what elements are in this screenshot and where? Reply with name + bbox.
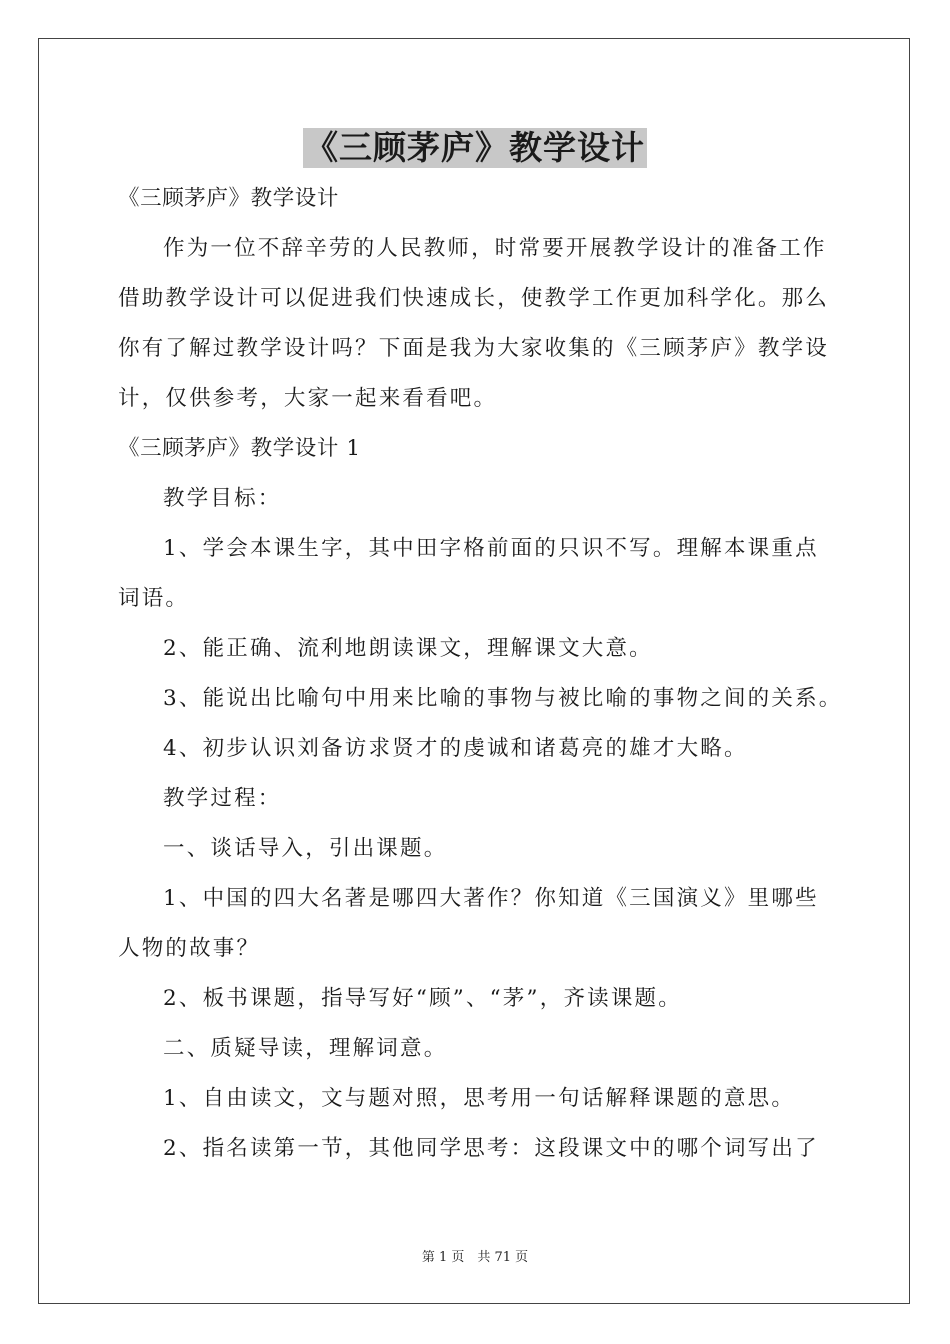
paragraph-line: 一、谈话导入，引出课题。 — [163, 836, 448, 861]
document-title: 《三顾茅庐》教学设计 — [305, 128, 645, 167]
paragraph-line: 借助教学设计可以促进我们快速成长，使教学工作更加科学化。那么 — [118, 286, 830, 311]
paragraph-line: 1、中国的四大名著是哪四大著作？你知道《三国演义》里哪些 — [163, 886, 819, 911]
paragraph-line: 二、质疑导读，理解词意。 — [163, 1036, 448, 1061]
paragraph-line: 2、指名读第一节，其他同学思考：这段课文中的哪个词写出了 — [163, 1136, 819, 1161]
paragraph-line: 人物的故事？ — [118, 936, 261, 961]
page-footer: 第 1 页 共 71 页 — [421, 1250, 529, 1265]
section-heading: 《三顾茅庐》教学设计 — [118, 186, 340, 211]
paragraph-line: 2、板书课题，指导写好“顾”、“茅”，齐读课题。 — [163, 986, 682, 1011]
paragraph-line: 你有了解过教学设计吗？下面是我为大家收集的《三顾茅庐》教学设 — [118, 336, 830, 361]
paragraph-line: 2、能正确、流利地朗读课文，理解课文大意。 — [163, 636, 653, 661]
paragraph-line: 1、学会本课生字，其中田字格前面的只识不写。理解本课重点 — [163, 536, 819, 561]
document-body — [118, 180, 843, 1180]
section-heading: 《三顾茅庐》教学设计 1 — [118, 436, 361, 461]
paragraph-line: 教学目标： — [163, 486, 282, 511]
paragraph-line: 教学过程： — [163, 786, 282, 811]
paragraph-line: 3、能说出比喻句中用来比喻的事物与被比喻的事物之间的关系。 — [163, 686, 843, 711]
document-title-wrap — [0, 128, 950, 168]
paragraph-line: 计，仅供参考，大家一起来看看吧。 — [118, 386, 498, 411]
paragraph-line: 1、自由读文，文与题对照，思考用一句话解释课题的意思。 — [163, 1086, 796, 1111]
paragraph-line: 4、初步认识刘备访求贤才的虔诚和诸葛亮的雄才大略。 — [163, 736, 748, 761]
paragraph-line: 作为一位不辞辛劳的人民教师，时常要开展教学设计的准备工作 — [163, 236, 827, 261]
paragraph-line: 词语。 — [118, 586, 190, 611]
